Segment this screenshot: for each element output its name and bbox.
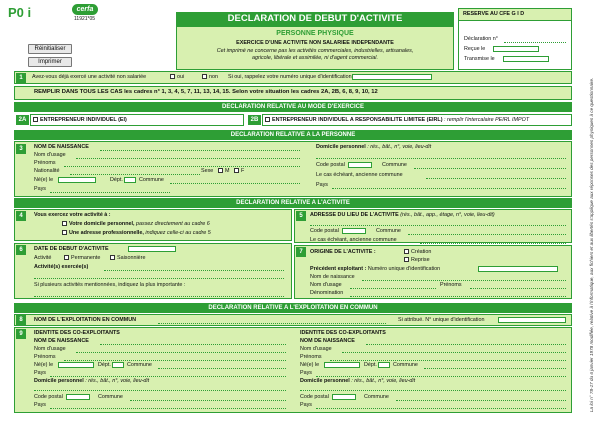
co1-domicile-text: Domicile personnel [34, 378, 84, 384]
prenoms-field[interactable] [64, 166, 300, 167]
reserve-title: RESERVE AU CFE G I D [459, 9, 571, 21]
mode-bar [14, 102, 572, 112]
exercees-field[interactable] [104, 270, 284, 271]
pays-field[interactable] [50, 192, 170, 193]
co1-dept-label: Dépt. [98, 362, 111, 368]
print-button[interactable]: Imprimer [28, 57, 72, 67]
co2-ne-field[interactable] [324, 362, 360, 368]
co2-dept-field[interactable] [378, 362, 390, 368]
co1-pays-field[interactable] [50, 376, 286, 377]
adresse-text: ADRESSE DU LIEU DE L'ACTIVITE [310, 212, 399, 218]
prec-prenoms-field[interactable] [470, 288, 566, 289]
co1-prenoms-label: Prénoms [34, 354, 56, 360]
co1-cp-label: Code postal [34, 394, 63, 400]
opt1-option[interactable] [62, 221, 210, 228]
section-6-number: 6 [16, 245, 26, 255]
nom-usage-label: Nom d'usage [34, 152, 66, 158]
section-8-number: 8 [16, 315, 26, 325]
exercees-field-2[interactable] [34, 278, 284, 279]
commune-label: Commune [139, 177, 164, 183]
co1-commune2-field[interactable] [130, 400, 286, 401]
opt2-checkbox[interactable] [62, 230, 67, 235]
pays-label: Pays [34, 186, 46, 192]
co2-pays-field[interactable] [316, 376, 566, 377]
identite-label-2: IDENTITE DES CO-EXPLOITANTS [300, 330, 386, 336]
reset-button[interactable]: Réinitialiser [28, 44, 72, 54]
co1-ne-label: Né(e) le [34, 362, 54, 368]
co1-commune-field[interactable] [158, 368, 286, 369]
co2-cp-label: Code postal [300, 394, 329, 400]
ancienne-field[interactable] [426, 178, 566, 179]
ei-checkbox[interactable] [33, 117, 38, 122]
sexe-m-option[interactable] [218, 168, 230, 175]
co2-usage-field[interactable] [342, 352, 566, 353]
co1-domicile-field[interactable] [34, 390, 286, 391]
nom-naissance-label: NOM DE NAISSANCE [34, 144, 89, 150]
co1-ne-field[interactable] [58, 362, 94, 368]
personne-bar-label: DECLARATION RELATIVE A LA PERSONNE [230, 132, 356, 138]
ei-option[interactable] [33, 117, 127, 124]
declaration-label: Déclaration n° [464, 36, 498, 42]
sexe-m-checkbox[interactable] [218, 168, 223, 173]
co2-ne-label: Né(e) le [300, 362, 320, 368]
saisonniere-label: Saisonnière [117, 255, 146, 261]
co2-commune-label: Commune [393, 362, 418, 368]
co2-domicile-hint: : rés., bât., n°, voie, lieu-dit [351, 378, 416, 384]
co1-commune-label: Commune [127, 362, 152, 368]
ne-field[interactable] [58, 177, 96, 183]
opt1-checkbox[interactable] [62, 221, 67, 226]
date-label: DATE DE DEBUT D'ACTIVITE [34, 246, 109, 252]
s1-text2: Si oui, rappelez votre numéro unique d'identification [228, 74, 352, 80]
sexe-label: Sexe [201, 168, 214, 174]
dept-field[interactable] [124, 177, 136, 183]
co1-prenoms-field[interactable] [64, 360, 286, 361]
creation-label: Création [411, 249, 432, 255]
commune-field[interactable] [170, 183, 300, 184]
co2-nom-field[interactable] [366, 344, 566, 345]
co1-pays2-label: Pays [34, 402, 46, 408]
section-9-number: 9 [16, 329, 26, 339]
nationalite-field[interactable] [70, 174, 200, 175]
co2-domicile-label [300, 378, 415, 385]
s1-text: Avez-vous déjà exercé une activité non salariée [32, 74, 147, 80]
adresse-field[interactable] [310, 225, 566, 226]
sexe-f-checkbox[interactable] [234, 168, 239, 173]
co2-commune-field[interactable] [424, 368, 566, 369]
cp-field[interactable] [348, 162, 372, 168]
sexe-m-label: M [225, 168, 230, 174]
reprise-checkbox[interactable] [404, 257, 409, 262]
creation-checkbox[interactable] [404, 249, 409, 254]
nom-exp-field[interactable] [158, 323, 386, 324]
co2-usage-label: Nom d'usage [300, 346, 332, 352]
prec-nom-naiss-field[interactable] [362, 280, 566, 281]
nom-naissance-field[interactable] [100, 150, 300, 151]
recue-label: Reçue le [464, 46, 486, 52]
prec-prenoms-label: Prénoms [440, 282, 462, 288]
eirl-option[interactable] [265, 117, 529, 124]
desc3: agricole, libérale et assimilée, ni d'agent commercial. [252, 55, 378, 61]
co1-usage-field[interactable] [76, 352, 286, 353]
section-2b-number: 2B [248, 115, 261, 125]
ne-label: Né(e) le [34, 177, 54, 183]
activite-bar [14, 198, 572, 208]
precedent-id-field[interactable] [478, 266, 558, 272]
cerfa-logo-text: cerfa [76, 6, 94, 13]
sexe-f-label: F [241, 168, 245, 174]
subtitle: PERSONNE PHYSIQUE [276, 30, 354, 37]
co1-commune2-label: Commune [98, 394, 123, 400]
adresse-hint: (rés., bât., app., étage, n°, voie, lieu-dit) [400, 212, 495, 218]
eirl-checkbox[interactable] [265, 117, 270, 122]
section-4-number: 4 [16, 211, 26, 221]
exercez-label: Vous exercez votre activité à : [34, 212, 111, 218]
reprise-label: Reprise [411, 257, 430, 263]
si-attr-label: Si attribué. N° unique d'identification [398, 317, 485, 323]
form-code: P0 i [8, 5, 32, 20]
co1-nom-label: NOM DE NAISSANCE [34, 338, 89, 344]
prenoms-label: Prénoms [34, 160, 56, 166]
co1-nom-field[interactable] [100, 344, 286, 345]
ei-label: ENTREPRENEUR INDIVIDUEL (EI) [40, 117, 127, 123]
activite-bar-label: DECLARATION RELATIVE A L'ACTIVITE [236, 200, 350, 206]
ancienne-label: Le cas échéant, ancienne commune [316, 172, 403, 178]
cerfa-number: 11921*05 [74, 16, 96, 22]
page-title: DECLARATION DE DEBUT D'ACTIVITE [227, 13, 403, 24]
domicile-field[interactable] [316, 158, 566, 159]
co1-domicile-label [34, 378, 149, 385]
act-commune-field[interactable] [408, 234, 566, 235]
eirl-note: : remplir l'intercalaire PEIRL IMPOT [444, 117, 530, 123]
domicile-hint: : rés., bât., n°, voie, lieu-dit [367, 144, 432, 150]
creation-option[interactable] [404, 249, 431, 256]
nationalite-label: Nationalité [34, 168, 60, 174]
s1-id-field[interactable] [352, 74, 432, 80]
prec-nom-usage-field[interactable] [350, 288, 436, 289]
non-checkbox[interactable] [202, 74, 207, 79]
dept-label: Dépt. [110, 177, 123, 183]
co2-pays-label: Pays [300, 370, 312, 376]
eirl-label: ENTREPRENEUR INDIVIDUEL A RESPONSABILITE LIMITEE (EIRL) [272, 117, 443, 123]
co1-dept-field[interactable] [112, 362, 124, 368]
opt2-note: indiquez celle-ci au cadre 5 [145, 230, 211, 236]
plusieurs-label: Si plusieurs activités mentionnées, indiquez la plus importante : [34, 282, 186, 288]
commun-bar [14, 303, 572, 313]
desc: EXERCICE D'UNE ACTIVITE NON SALARIEE INDEPENDANTE [236, 40, 394, 46]
cerfa-logo [72, 4, 98, 15]
co2-pays2-field[interactable] [316, 408, 566, 409]
co1-pays-label: Pays [34, 370, 46, 376]
co2-commune2-field[interactable] [396, 400, 566, 401]
date-field[interactable] [128, 246, 176, 252]
co2-cp-field[interactable] [332, 394, 356, 400]
co1-domicile-hint: : rés., bât., n°, voie, lieu-dit [85, 378, 150, 384]
precedent-numero: Numéro unique d'identification [367, 266, 441, 272]
co2-pays2-label: Pays [300, 402, 312, 408]
co2-domicile-text: Domicile personnel [300, 378, 350, 384]
precedent-text: Précédent exploitant : [310, 266, 367, 272]
section-3-number: 3 [16, 144, 26, 154]
legal-notice-wrap [578, 14, 594, 414]
section-2a-number: 2A [16, 115, 29, 125]
prec-nom-naiss-label: Nom de naissance [310, 274, 355, 280]
permanente-option[interactable] [64, 255, 100, 262]
domicile-text: Domicile personnel [316, 144, 366, 150]
s1-non-option[interactable] [202, 74, 218, 81]
cp-label: Code postal [316, 162, 345, 168]
co2-prenoms-label: Prénoms [300, 354, 322, 360]
domicile-label [316, 144, 431, 151]
transmise-field[interactable] [503, 56, 549, 62]
desc2: Cet imprimé ne concerne pas les activités commerciales, industrielles, artisanales, [216, 48, 414, 54]
non-label: non [209, 74, 218, 80]
co1-pays2-field[interactable] [50, 408, 286, 409]
origine-label: ORIGINE DE L'ACTIVITE : [310, 249, 376, 255]
co2-nom-label: NOM DE NAISSANCE [300, 338, 355, 344]
legal-notice: La loi n° 78-17 du 6 janvier 1978 modifiée, relative à l'informatique, aux fichiers et aux libertés s'applique aux réponses des personnes physiques à ce questionnaire. [589, 77, 594, 412]
co1-usage-label: Nom d'usage [34, 346, 66, 352]
act-ancienne-field[interactable] [420, 243, 566, 244]
oui-checkbox[interactable] [170, 74, 175, 79]
denomination-field[interactable] [350, 296, 566, 297]
activite-type-label: Activité [34, 255, 52, 261]
saisonniere-checkbox[interactable] [110, 255, 115, 260]
commune2-field[interactable] [414, 168, 566, 169]
pays2-label: Pays [316, 182, 328, 188]
opt1-label: Votre domicile personnel, [69, 221, 135, 227]
si-attr-field[interactable] [498, 317, 566, 323]
exercees-label: Activité(s) exercée(s) [34, 264, 89, 270]
declaration-field[interactable] [504, 42, 566, 43]
s1-oui-option[interactable] [170, 74, 184, 81]
oui-label: oui [177, 74, 185, 80]
opt1-note: passez directement au cadre 6 [136, 221, 210, 227]
opt2-label: Une adresse professionnelle, [69, 230, 144, 236]
sexe-f-option[interactable] [234, 168, 244, 175]
personne-bar [14, 130, 572, 140]
commun-bar-label: DECLARATION RELATIVE A L'EXPLOITATION EN COMMUN [208, 305, 378, 311]
nom-usage-field[interactable] [76, 158, 300, 159]
section-7-number: 7 [296, 247, 306, 257]
identite-label-1: IDENTITE DES CO-EXPLOITANTS [34, 330, 120, 336]
opt2-option[interactable] [62, 230, 211, 237]
co2-dept-label: Dépt. [364, 362, 377, 368]
permanente-label: Permanente [71, 255, 101, 261]
act-cp-label: Code postal [310, 228, 339, 234]
co2-prenoms-field[interactable] [330, 360, 566, 361]
reprise-option[interactable] [404, 257, 430, 264]
co2-commune2-label: Commune [364, 394, 389, 400]
act-cp-field[interactable] [342, 228, 366, 234]
permanente-checkbox[interactable] [64, 255, 69, 260]
recue-field[interactable] [493, 46, 539, 52]
section-5-number: 5 [296, 211, 306, 221]
transmise-label: Transmise le [464, 56, 495, 62]
title-bar [176, 12, 454, 26]
commune2-label: Commune [382, 162, 407, 168]
denomination-label: Dénomination [310, 290, 344, 296]
remplir-text: REMPLIR DANS TOUS LES CAS les cadres n° 1, 3, 4, 5, 7, 11, 13, 14, 15. Selon votre situation les cadres 2A, 2B, 6, 8, 9, 10, 12 [34, 89, 378, 95]
section-1-number: 1 [16, 73, 26, 83]
prec-nom-usage-label: Nom d'usage [310, 282, 342, 288]
saisonniere-option[interactable] [110, 255, 145, 262]
co1-cp-field[interactable] [66, 394, 90, 400]
adresse-label [310, 212, 495, 219]
co2-domicile-field[interactable] [300, 390, 566, 391]
nom-exp-label: NOM DE L'EXPLOITATION EN COMMUN [34, 317, 137, 323]
plusieurs-field[interactable] [34, 296, 284, 297]
mode-bar-label: DECLARATION RELATIVE AU MODE D'EXERCICE [222, 104, 364, 110]
pays2-field[interactable] [332, 188, 566, 189]
act-commune-label: Commune [376, 228, 401, 234]
act-ancienne-label: Le cas échéant, ancienne commune [310, 237, 397, 243]
precedent-label [310, 266, 440, 273]
